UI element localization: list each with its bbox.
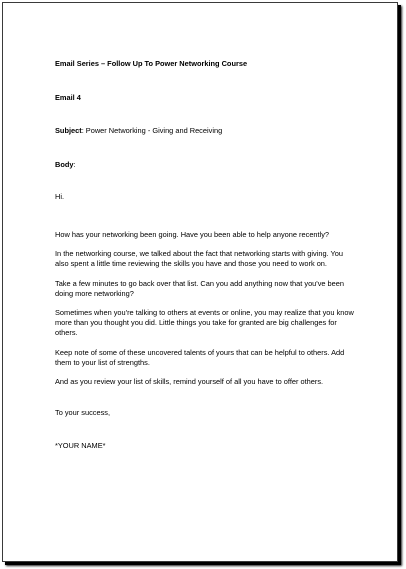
body-paragraph: Sometimes when you're talking to others at events or online, you may realize that you know more than you thought you did. Little things you take for granted are big challenges for others.: [55, 308, 354, 338]
body-paragraph: And as you review your list of skills, remind yourself of all you have to offer others.: [55, 377, 324, 387]
body-paragraph: Take a few minutes to go back over that list. Can you add anything now that you've been doing more networking?: [55, 278, 344, 298]
document-page: [2, 2, 398, 562]
body-label: Body: [55, 159, 74, 169]
closing: To your success,: [55, 408, 111, 418]
body-colon: :: [73, 159, 76, 169]
document-content: [55, 59, 357, 452]
series-title: Email Series – Follow Up To Power Networking Course: [55, 59, 248, 68]
greeting: Hi.: [55, 191, 65, 201]
subject-line: [55, 126, 357, 136]
body-paragraph: In the networking course, we talked about the fact that networking starts with giving. You also spent a little time reviewing the skills you have and those you need to work on.: [55, 249, 343, 269]
body-label-line: [55, 160, 357, 170]
body-paragraph: Keep note of some of these uncovered talents of yours that can be helpful to others. Add them to your list of strengths.: [55, 347, 345, 367]
subject-text: : Power Networking - Giving and Receiving: [81, 126, 223, 136]
body-paragraph: How has your networking been going. Have you been able to help anyone recently?: [55, 230, 330, 240]
signature: *YOUR NAME*: [55, 441, 106, 451]
subject-label: Subject: [55, 126, 82, 136]
email-number: Email 4: [55, 93, 81, 103]
